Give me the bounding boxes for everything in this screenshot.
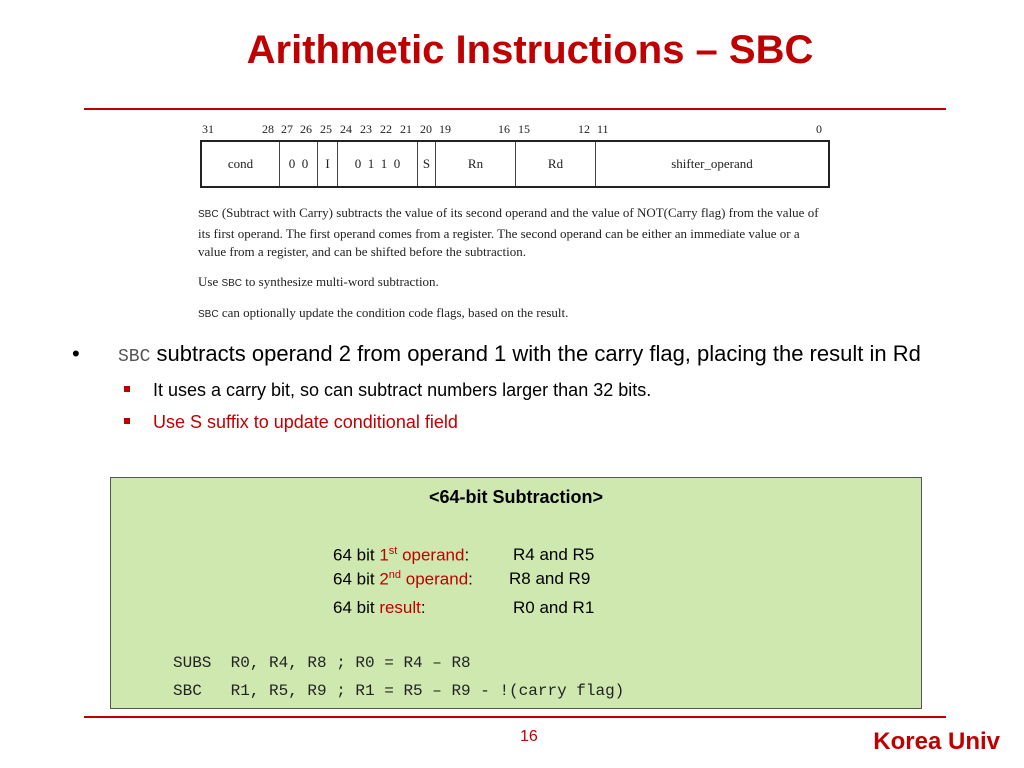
- square-bullet-icon: [124, 418, 130, 424]
- footer-divider: [84, 716, 946, 718]
- bit-number: 28: [262, 122, 274, 136]
- description-paragraph: SBC can optionally update the condition code flags, based on the result.: [198, 305, 569, 320]
- example-heading: <64-bit Subtraction>: [428, 487, 604, 507]
- slide-title: Arithmetic Instructions – SBC: [246, 28, 814, 72]
- bullet-sub: Use S suffix to update conditional field: [72, 407, 952, 437]
- field-immediate: I: [318, 142, 338, 186]
- instruction-description: [198, 204, 830, 336]
- field-rn: Rn: [436, 142, 516, 186]
- operand2-line: 64 bit 2nd operand: R8 and R9: [333, 569, 591, 589]
- bullet-main: • SBC subtracts operand 2 from operand 1 with the carry flag, placing the result in Rd: [72, 338, 952, 373]
- bit-number: 20: [420, 122, 432, 136]
- field-opcode: 0 1 1 0: [338, 142, 418, 186]
- operand1-line: 64 bit 1st operand: R4 and R5: [333, 545, 595, 565]
- bit-number: 23: [360, 122, 372, 136]
- bit-number: 27: [281, 122, 293, 136]
- encoding-table: [200, 140, 830, 188]
- footer-label: Korea Univ: [873, 728, 1000, 755]
- title-divider: [84, 108, 946, 110]
- field-opcode-bits: 0 0: [280, 142, 318, 186]
- instruction-figure: [198, 122, 838, 320]
- bit-number: 11: [597, 122, 609, 136]
- bullet-dot-icon: •: [72, 341, 80, 366]
- bit-number: 21: [400, 122, 412, 136]
- bit-number: 22: [380, 122, 392, 136]
- bit-numbers: [198, 122, 838, 140]
- field-cond: cond: [202, 142, 280, 186]
- bullet-list: [72, 338, 952, 437]
- example-box: [110, 477, 922, 709]
- bit-number: 19: [439, 122, 451, 136]
- field-shifter-operand: shifter_operand: [671, 156, 753, 171]
- bit-number: 24: [340, 122, 352, 136]
- page-number: 16: [520, 728, 538, 745]
- square-bullet-icon: [124, 386, 130, 392]
- bit-number: 0: [816, 122, 822, 136]
- bit-number: 25: [320, 122, 332, 136]
- bit-number: 15: [518, 122, 530, 136]
- code-line-subs: SUBS R0, R4, R8 ; R0 = R4 – R8: [173, 654, 471, 672]
- description-paragraph: Use SBC to synthesize multi-word subtraction.: [198, 273, 439, 289]
- description-paragraph: SBC (Subtract with Carry) subtracts the value of its second operand and the value of NOT(Carry flag) from the value of its first operand. The first operand comes from a register. The second operand can be either an immediate value or a value from a register, and can be shifted before the subtraction.: [198, 205, 819, 259]
- bullet-sub: It uses a carry bit, so can subtract numbers larger than 32 bits.: [72, 375, 952, 405]
- bit-number: 26: [300, 122, 312, 136]
- field-s: S: [418, 142, 436, 186]
- code-line-sbc: SBC R1, R5, R9 ; R1 = R5 – R9 - !(carry flag): [173, 682, 625, 700]
- sbc-code: SBC: [118, 347, 151, 367]
- bit-number: 16: [498, 122, 510, 136]
- bit-number: 12: [578, 122, 590, 136]
- field-rd: Rd: [516, 142, 596, 186]
- bit-number: 31: [202, 122, 214, 136]
- result-line: 64 bit result: R0 and R1: [333, 598, 595, 617]
